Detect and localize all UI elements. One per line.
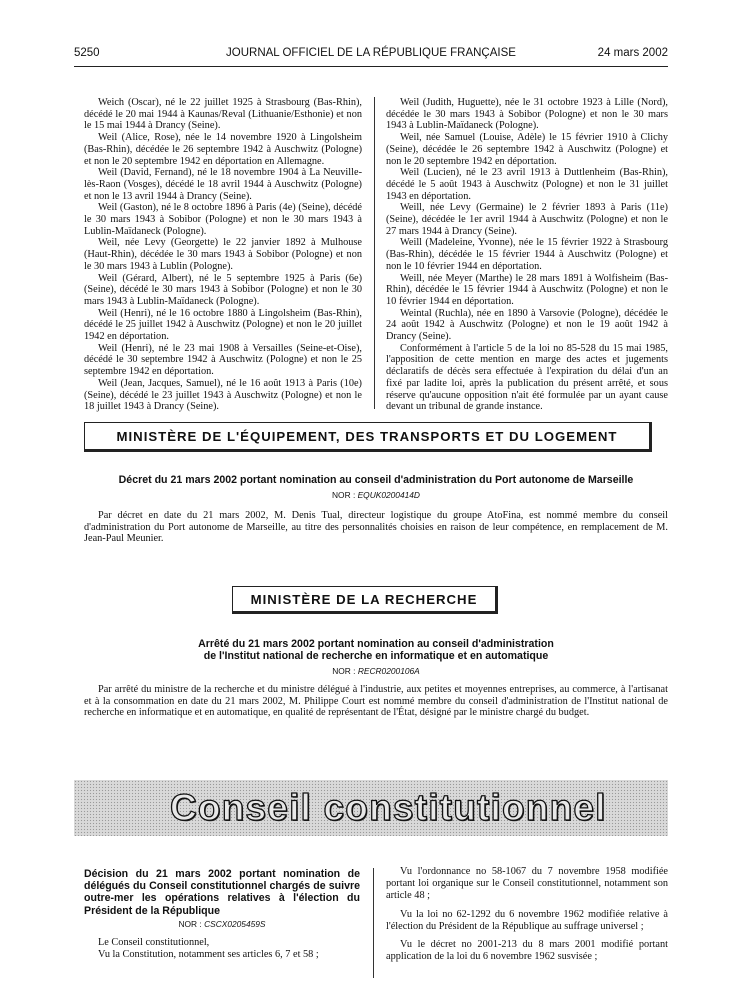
notice-entry: Weil (Judith, Huguette), née le 31 octobre 1923 à Lille (Nord), décédée le 30 mars 1943 à Sobibor (Pologne) et non le 30 mars 1943 à Lublin-Maïdaneck (Pologne). (386, 97, 668, 132)
decision-right-column (386, 866, 668, 969)
nor-reference (84, 490, 668, 500)
nor-code: EQUK0200414D (357, 490, 420, 500)
preamble-line: Vu la Constitution, notamment ses articles 6, 7 et 58 ; (98, 949, 319, 961)
notice-entry: Weil (Alice, Rose), née le 14 novembre 1920 à Lingolsheim (Bas-Rhin), décédée le 26 septembre 1942 à Auschwitz (Pologne) et non le 20 septembre 1942 en déportation en Allemagne. (84, 132, 362, 167)
notice-entry: Weil (Lucien), né le 23 avril 1913 à Duttlenheim (Bas-Rhin), décédé le 5 août 1943 à Auschwitz (Pologne) et non le 31 juillet 1943 en déportation. (386, 167, 668, 202)
header-rule (74, 66, 668, 67)
notice-entry: Weintal (Ruchla), née en 1890 à Varsovie (Pologne), décédée le 24 août 1942 à Auschwitz (Pologne) et non le 19 août 1942 à Drancy (Seine). (386, 307, 668, 343)
decision-left-column (84, 868, 360, 962)
journal-title: JOURNAL OFFICIEL DE LA RÉPUBLIQUE FRANÇAISE (226, 47, 516, 59)
nor-reference (84, 666, 668, 676)
notice-entry: Weil (Jean, Jacques, Samuel), né le 16 août 1913 à Paris (10e) (Seine), décédé le 23 juillet 1943 à Auschwitz (Pologne) et non le 18 juillet 1943 à Drancy (Seine). (84, 377, 362, 413)
notice-entry: Weill (Madeleine, Yvonne), née le 15 février 1922 à Strasbourg (Bas-Rhin), décédée le 15 février 1944 à Auschwitz (Pologne) et non le 10 février 1944 en déportation. (386, 237, 668, 272)
notice-entry: Weill, née Meyer (Marthe) le 28 mars 1891 à Wolfisheim (Bas-Rhin), décédée le 15 février 1944 à Auschwitz (Pologne) et non le 10 février 1944 en déportation. (386, 272, 668, 307)
notice-entry: Weil (Gérard, Albert), né le 5 septembre 1925 à Paris (6e) (Seine), décédé le 30 mars 1943 à Sobibor (Pologne) et non le 30 mars 1943 à Lublin-Maïdaneck (Pologne). (84, 272, 362, 307)
page-number: 5250 (74, 47, 100, 59)
decree-paragraph: Par décret en date du 21 mars 2002, M. Denis Tual, directeur logistique du groupe AtoFina, est nommé membre du conseil d'administration du Port autonome de Marseille, au titre des personnalités choisies en raison de leur compétence, en remplacement de M. Jean-Paul Meunier. (84, 510, 668, 545)
notices-right-column (386, 97, 668, 413)
nor-code: RECR0200106A (357, 666, 420, 676)
visa-line: Vu la loi no 62-1292 du 6 novembre 1962 modifiée relative à l'élection du Président de la République au suffrage universel ; (386, 908, 668, 932)
column-divider (373, 868, 374, 978)
notice-entry: Weil (Henri), né le 16 octobre 1880 à Lingolsheim (Bas-Rhin), décédé le 25 juillet 1942 à Auschwitz (Pologne) et non le 20 juillet 1942 en déportation. (84, 307, 362, 343)
issue-date: 24 mars 2002 (597, 47, 668, 59)
column-divider (374, 97, 375, 409)
notice-entry: Weil (Henri), né le 23 mai 1908 à Versailles (Seine-et-Oise), décédé le 30 septembre 1942 à Auschwitz (Pologne) et non le 25 septembre 1942 en déportation. (84, 342, 362, 378)
preamble-line: Le Conseil constitutionnel, (98, 936, 210, 948)
decision-title: Décision du 21 mars 2002 portant nomination de délégués du Conseil constitutionnel chargés de suivre outre-mer les opérations relatives à l'élection du Président de la République (84, 868, 360, 917)
conseil-banner-title: Conseil constitutionnel (170, 787, 607, 828)
nor-reference (84, 919, 360, 930)
notice-entry: Weil, née Samuel (Louise, Adèle) le 15 février 1910 à Clichy (Seine), décédée le 26 septembre 1942 à Auschwitz (Pologne) et non le 20 septembre 1942 en déportation. (386, 132, 668, 167)
nor-label: NOR : (332, 666, 356, 676)
running-header (74, 47, 668, 61)
notices-left-column (84, 97, 362, 413)
notice-entry: Weil, née Levy (Georgette) le 22 janvier 1892 à Mulhouse (Haut-Rhin), décédée le 30 mars 1943 à Sobibor (Pologne) et non le 30 mars 1943 à Lublin (Pologne). (84, 237, 362, 272)
nor-code: CSCX0205459S (204, 918, 266, 929)
nor-label: NOR : (178, 918, 202, 929)
notice-entry: Weich (Oscar), né le 22 juillet 1925 à Strasbourg (Bas-Rhin), décédé le 20 mai 1944 à Kaunas/Reval (Lithuanie/Esthonie) et non le 15 mai 1944 à Drancy (Seine). (84, 97, 362, 132)
ministry-recherche-heading: MINISTÈRE DE LA RECHERCHE (232, 586, 498, 614)
decree-body-port-marseille (84, 510, 668, 545)
decree-body-inria (84, 684, 668, 719)
decree-paragraph: Par arrêté du ministre de la recherche et du ministre délégué à l'industrie, aux petites et moyennes entreprises, au commerce, à l'artisanat et à la consommation en date du 21 mars 2002, M. Philippe Court est nommé membre du conseil d'administration de l'Institut national de recherche en informatique et en automatique, en qualité de représentant de l'État, désigné par le ministre chargé du budget. (84, 684, 668, 719)
notice-entry: Weill, née Levy (Germaine) le 2 février 1893 à Paris (11e) (Seine), décédée le 1er avril 1944 à Auschwitz (Pologne) et non le 27 mars 1944 à Drancy (Seine). (386, 202, 668, 237)
notice-entry: Weil (David, Fernand), né le 18 novembre 1904 à La Neuville-lès-Raon (Vosges), décédé le 18 avril 1944 à Auschwitz (Pologne) et non le 13 avril 1944 à Drancy (Seine). (84, 167, 362, 202)
decision-preamble (84, 937, 360, 962)
ministry-equipement-heading: MINISTÈRE DE L'ÉQUIPEMENT, DES TRANSPORTS ET DU LOGEMENT (84, 422, 652, 452)
notice-entry: Weil (Gaston), né le 8 octobre 1896 à Paris (4e) (Seine), décédé le 30 mars 1943 à Sobibor (Pologne) et non le 30 mars 1943 à Lublin-Maïdaneck (Pologne). (84, 202, 362, 237)
visa-line: Vu l'ordonnance no 58-1067 du 7 novembre 1958 modifiée portant loi organique sur le Conseil constitutionnel, notamment son article 48 ; (386, 866, 668, 902)
legal-note: Conformément à l'article 5 de la loi no 85-528 du 15 mai 1985, l'apposition de cette mention en marge des actes et jugements déclaratifs de décès sera effectuée à l'expiration du délai d'un an fixé par ladite loi, après la publication du présent arrêté, et sous réserve qu'aucune opposition n'ait été formulée par un ayant cause devant un tribunal de grande instance. (386, 342, 668, 413)
decree-title-port-marseille: Décret du 21 mars 2002 portant nomination au conseil d'administration du Port autonome de Marseille (118, 474, 634, 486)
nor-label: NOR : (332, 490, 356, 500)
decree-title-inria-line2: de l'Institut national de recherche en informatique et en automatique (203, 650, 549, 662)
visa-line: Vu le décret no 2001-213 du 8 mars 2001 modifié portant application de la loi du 6 novembre 1962 susvisée ; (386, 939, 668, 963)
decree-title-inria-line1: Arrêté du 21 mars 2002 portant nomination au conseil d'administration (198, 638, 554, 650)
